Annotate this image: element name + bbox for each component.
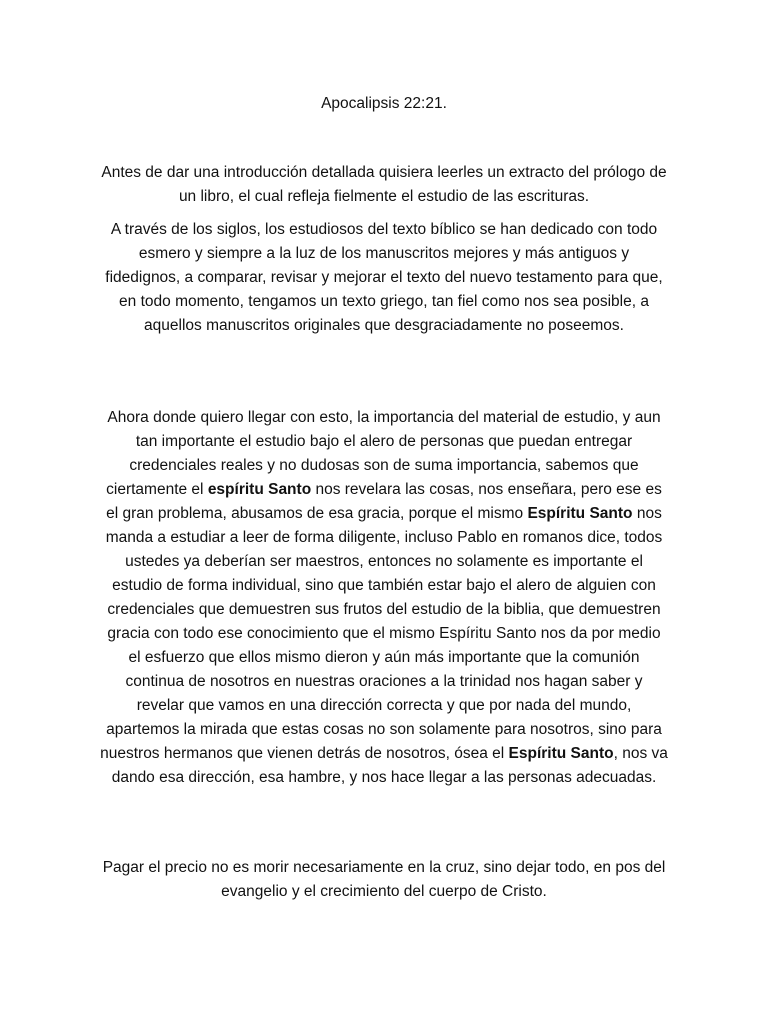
paragraph-main-text-4: , nos va dando esa dirección, esa hambre, y nos hace llegar a las personas adecuadas. (111, 745, 668, 786)
paragraph-main (100, 406, 668, 790)
paragraph-quote: A través de los siglos, los estudiosos del texto bíblico se han dedicado con todo esmero y siempre a la luz de los manuscritos mejores y más antiguos y fidedignos, a comparar, revisar y mejorar el texto del nuevo testamento para que, en todo momento, tengamos un texto griego, tan fiel como nos sea posible, a aquellos manuscritos originales que desgraciadamente no poseemos. (105, 221, 663, 334)
paragraph-closing: Pagar el precio no es morir necesariamente en la cruz, sino dejar todo, en pos del evangelio y el crecimiento del cuerpo de Cristo. (102, 859, 666, 900)
bold-espiritu-santo-3: Espíritu Santo (508, 745, 614, 762)
bold-espiritu-santo-2: Espíritu Santo (527, 505, 633, 522)
paragraph-intro: Antes de dar una introducción detallada quisiera leerles un extracto del prólogo de un libro, el cual refleja fielmente el estudio de las escrituras. (101, 164, 667, 205)
document-title: Apocalipsis 22:21. (321, 95, 447, 112)
bold-espiritu-santo-1: espíritu Santo (207, 481, 312, 498)
paragraph-main-text-3: nos manda a estudiar a leer de forma diligente, incluso Pablo en romanos dice, todos ustedes ya deberían ser maestros, entonces no solamente es importante el estudio de forma individual, sino que también estar bajo el alero de alguien con credenciales que demuestren sus frutos del estudio de la biblia, que demuestren gracia con todo ese conocimiento que el mismo Espíritu Santo nos da por medio el esfuerzo que ellos mismo dieron y aún más importante que la comunión continua de nosotros en nuestras oraciones a la trinidad nos hagan saber y revelar que vamos en una dirección correcta y que por nada del mundo, apartemos la mirada que estas cosas no son solamente para nosotros, sino para nuestros hermanos que vienen detrás de nosotros, ósea el (100, 505, 663, 762)
paragraph-main-text-2: nos revelara las cosas, nos enseñara, pero ese es el gran problema, abusamos de esa gracia, porque el mismo (106, 481, 662, 522)
paragraph-main-text-1: Ahora donde quiero llegar con esto, la importancia del material de estudio, y aun tan importante el estudio bajo el alero de personas que puedan entregar credenciales reales y no dudosas son de suma importancia, sabemos que ciertamente el (106, 409, 661, 498)
